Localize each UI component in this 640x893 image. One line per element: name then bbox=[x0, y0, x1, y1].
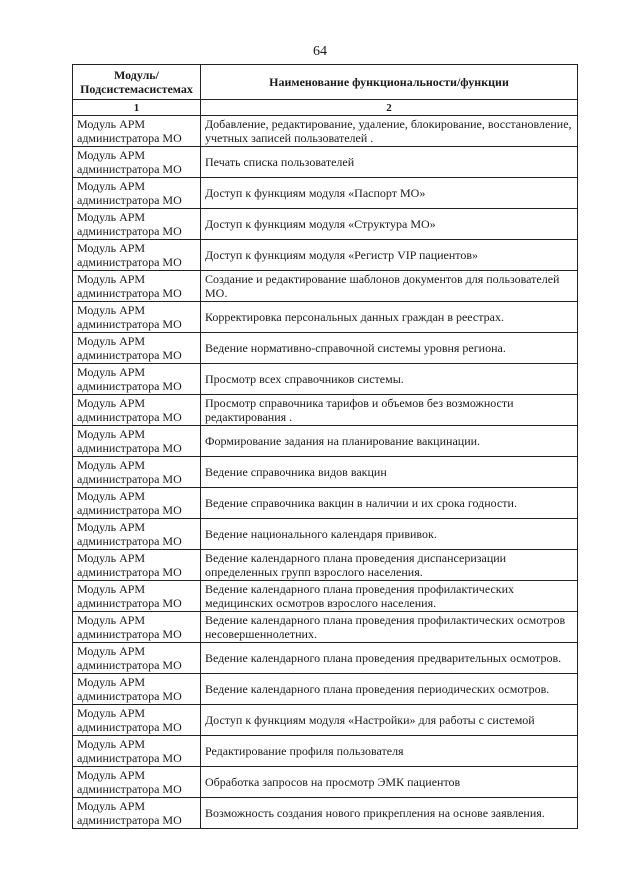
function-cell: Добавление, редактирование, удаление, блокирование, восстановление, учетных записей пользователей . bbox=[201, 116, 578, 147]
module-cell: Модуль АРМ администратора МО bbox=[73, 798, 201, 829]
table-row bbox=[73, 705, 578, 736]
module-cell: Модуль АРМ администратора МО bbox=[73, 643, 201, 674]
function-cell: Ведение календарного плана проведения профилактических осмотров несовершеннолетних. bbox=[201, 612, 578, 643]
function-cell: Ведение календарного плана проведения периодических осмотров. bbox=[201, 674, 578, 705]
module-cell: Модуль АРМ администратора МО bbox=[73, 147, 201, 178]
module-cell: Модуль АРМ администратора МО bbox=[73, 395, 201, 426]
header-function: Наименование функциональности/функции bbox=[201, 65, 578, 100]
table-row bbox=[73, 612, 578, 643]
module-cell: Модуль АРМ администратора МО bbox=[73, 767, 201, 798]
table-row bbox=[73, 767, 578, 798]
table-row bbox=[73, 581, 578, 612]
function-cell: Доступ к функциям модуля «Структура МО» bbox=[201, 209, 578, 240]
function-cell: Ведение национального календаря прививок. bbox=[201, 519, 578, 550]
table-row bbox=[73, 240, 578, 271]
module-cell: Модуль АРМ администратора МО bbox=[73, 302, 201, 333]
module-cell: Модуль АРМ администратора МО bbox=[73, 178, 201, 209]
table-row bbox=[73, 147, 578, 178]
function-cell: Доступ к функциям модуля «Регистр VIP пациентов» bbox=[201, 240, 578, 271]
module-cell: Модуль АРМ администратора МО bbox=[73, 333, 201, 364]
column-number-row bbox=[73, 100, 578, 116]
table-row bbox=[73, 178, 578, 209]
table-row bbox=[73, 271, 578, 302]
table-row bbox=[73, 395, 578, 426]
function-cell: Формирование задания на планирование вакцинации. bbox=[201, 426, 578, 457]
table-row bbox=[73, 457, 578, 488]
function-cell: Просмотр всех справочников системы. bbox=[201, 364, 578, 395]
table-row bbox=[73, 798, 578, 829]
module-cell: Модуль АРМ администратора МО bbox=[73, 457, 201, 488]
function-cell: Доступ к функциям модуля «Настройки» для работы с системой bbox=[201, 705, 578, 736]
table-row bbox=[73, 674, 578, 705]
table-row bbox=[73, 302, 578, 333]
module-cell: Модуль АРМ администратора МО bbox=[73, 550, 201, 581]
function-cell: Ведение календарного плана проведения предварительных осмотров. bbox=[201, 643, 578, 674]
table-row bbox=[73, 519, 578, 550]
table-body bbox=[73, 116, 578, 829]
function-cell: Доступ к функциям модуля «Паспорт МО» bbox=[201, 178, 578, 209]
module-cell: Модуль АРМ администратора МО bbox=[73, 426, 201, 457]
table-row bbox=[73, 643, 578, 674]
function-cell: Ведение календарного плана проведения диспансеризации определенных групп взрослого населения. bbox=[201, 550, 578, 581]
module-cell: Модуль АРМ администратора МО bbox=[73, 519, 201, 550]
function-cell: Обработка запросов на просмотр ЭМК пациентов bbox=[201, 767, 578, 798]
module-cell: Модуль АРМ администратора МО bbox=[73, 209, 201, 240]
function-cell: Редактирование профиля пользователя bbox=[201, 736, 578, 767]
table-header-row bbox=[73, 65, 578, 100]
function-cell: Возможность создания нового прикрепления на основе заявления. bbox=[201, 798, 578, 829]
module-cell: Модуль АРМ администратора МО bbox=[73, 612, 201, 643]
table-row bbox=[73, 736, 578, 767]
table-row bbox=[73, 364, 578, 395]
table-row bbox=[73, 488, 578, 519]
module-cell: Модуль АРМ администратора МО bbox=[73, 736, 201, 767]
function-cell: Ведение нормативно-справочной системы уровня региона. bbox=[201, 333, 578, 364]
module-cell: Модуль АРМ администратора МО bbox=[73, 116, 201, 147]
module-cell: Модуль АРМ администратора МО bbox=[73, 271, 201, 302]
module-cell: Модуль АРМ администратора МО bbox=[73, 581, 201, 612]
header-module: Модуль/ Подсистемасистемах bbox=[73, 65, 201, 100]
function-cell: Просмотр справочника тарифов и объемов без возможности редактирования . bbox=[201, 395, 578, 426]
module-cell: Модуль АРМ администратора МО bbox=[73, 240, 201, 271]
module-cell: Модуль АРМ администратора МО bbox=[73, 488, 201, 519]
function-cell: Ведение календарного плана проведения профилактических медицинских осмотров взрослого населения. bbox=[201, 581, 578, 612]
function-cell: Ведение справочника вакцин в наличии и их срока годности. bbox=[201, 488, 578, 519]
function-cell: Корректировка персональных данных граждан в реестрах. bbox=[201, 302, 578, 333]
functionality-table bbox=[72, 64, 578, 829]
function-cell: Создание и редактирование шаблонов документов для пользователей МО. bbox=[201, 271, 578, 302]
table-row bbox=[73, 116, 578, 147]
module-cell: Модуль АРМ администратора МО bbox=[73, 674, 201, 705]
column-number-1: 1 bbox=[73, 100, 201, 116]
column-number-2: 2 bbox=[201, 100, 578, 116]
table-row bbox=[73, 209, 578, 240]
module-cell: Модуль АРМ администратора МО bbox=[73, 364, 201, 395]
module-cell: Модуль АРМ администратора МО bbox=[73, 705, 201, 736]
table-row bbox=[73, 333, 578, 364]
page-number: 64 bbox=[313, 44, 327, 59]
function-cell: Печать списка пользователей bbox=[201, 147, 578, 178]
function-cell: Ведение справочника видов вакцин bbox=[201, 457, 578, 488]
table-row bbox=[73, 550, 578, 581]
table-row bbox=[73, 426, 578, 457]
